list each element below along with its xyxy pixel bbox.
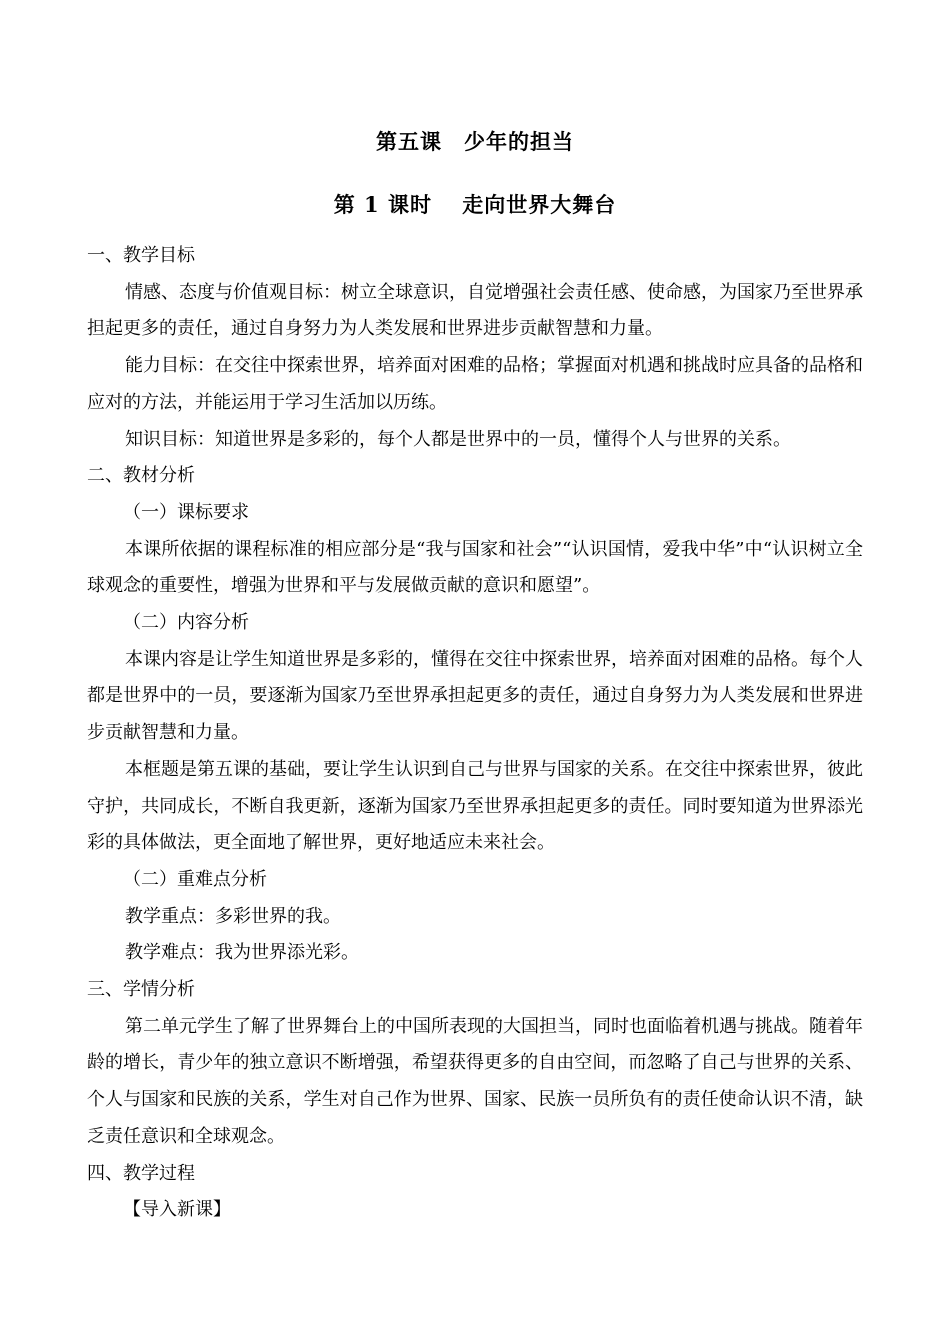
lesson-title: 第五课 少年的担当 xyxy=(376,129,574,154)
paragraph-goal-knowledge: 知识目标：知道世界是多彩的，每个人都是世界中的一员，懂得个人与世界的关系。 xyxy=(125,428,791,450)
intro-label: 【导入新课】 xyxy=(123,1199,231,1221)
section-heading-goals: 一、教学目标 xyxy=(87,245,195,266)
paragraph-goal-emotion: 情感、态度与价值观目标：树立全球意识，自觉增强社会责任感、使命感，为国家乃至世界承担起更多的责任，通过自身努力为人类发展和世界进步贡献智慧和力量。 xyxy=(87,281,863,340)
paragraph-difficult-point: 教学难点：我为世界添光彩。 xyxy=(125,942,359,964)
subheading-curriculum: （一）课标要求 xyxy=(123,501,249,523)
section-heading-material: 二、教材分析 xyxy=(87,465,195,487)
lesson-subtitle: 第 1 课时 走向世界大舞台 xyxy=(333,192,617,217)
paragraph-key-point: 教学重点：多彩世界的我。 xyxy=(125,905,341,927)
subheading-content: （二）内容分析 xyxy=(123,612,249,634)
paragraph-content-1: 本课内容是让学生知道世界是多彩的，懂得在交往中探索世界，培养面对困难的品格。每个人都是世界中的一员，要逐渐为国家乃至世界承担起更多的责任，通过自身努力为人类发展和世界进步贡献智慧和力量。 xyxy=(87,648,863,744)
document-body xyxy=(87,238,863,1229)
paragraph-content-2: 本框题是第五课的基础，要让学生认识到自己与世界与国家的关系。在交往中探索世界，彼此守护，共同成长，不断自我更新，逐渐为国家乃至世界承担起更多的责任。同时要知道为世界添光彩的具体做法，更全面地了解世界，更好地适应未来社会。 xyxy=(87,758,863,854)
paragraph-curriculum: 本课所依据的课程标准的相应部分是“我与国家和社会”“认识国情，爱我中华”中“认识树立全球观念的重要性，增强为世界和平与发展做贡献的意识和愿望”。 xyxy=(87,538,863,597)
paragraph-students: 第二单元学生了解了世界舞台上的中国所表现的大国担当，同时也面临着机遇与挑战。随着年龄的增长，青少年的独立意识不断增强，希望获得更多的自由空间，而忽略了自己与世界的关系、个人与国家和民族的关系，学生对自己作为世界、国家、民族一员所负有的责任使命认识不清，缺乏责任意识和全球观念。 xyxy=(87,1015,863,1147)
paragraph-goal-ability: 能力目标：在交往中探索世界，培养面对困难的品格；掌握面对机遇和挑战时应具备的品格和应对的方法，并能运用于学习生活加以历练。 xyxy=(87,355,863,413)
section-heading-process: 四、教学过程 xyxy=(87,1162,195,1184)
section-heading-students: 三、学情分析 xyxy=(87,979,195,1001)
subheading-key-points: （二）重难点分析 xyxy=(123,868,267,890)
